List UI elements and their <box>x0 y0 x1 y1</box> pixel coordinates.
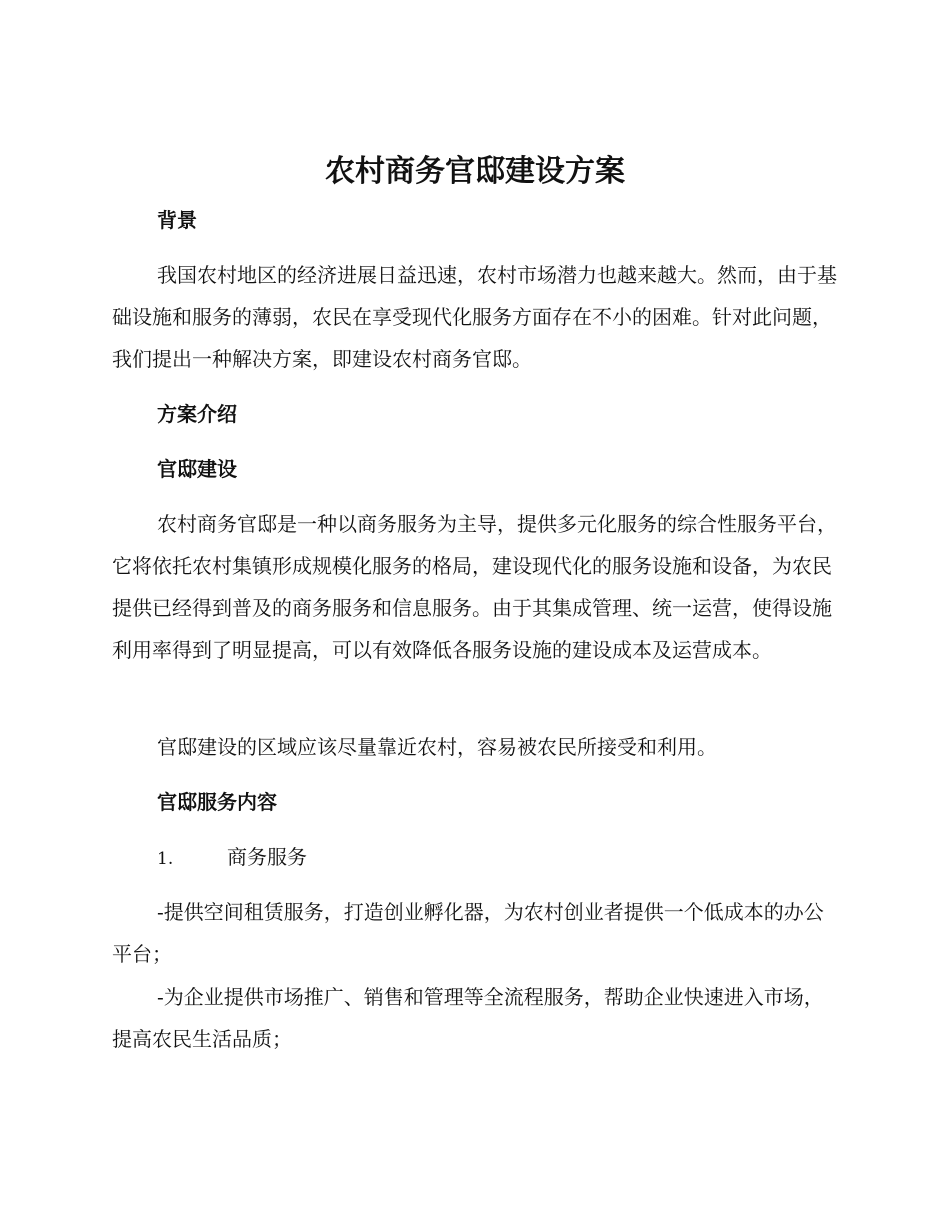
paragraph-construction-2: 官邸建设的区域应该尽量靠近农村，容易被农民所接受和利用。 <box>157 735 717 759</box>
paragraph-background: 我国农村地区的经济进展日益迅速，农村市场潜力也越来越大。然而，由于基础设施和服务的薄弱，农民在享受现代化服务方面存在不小的困难。针对此问题，我们提出一种解决方案，即建设农村商务官邸。 <box>112 263 837 371</box>
paragraph-bullet-1: -提供空间租赁服务，打造创业孵化器，为农村创业者提供一个低成本的办公平台； <box>112 900 824 966</box>
heading-services: 官邸服务内容 <box>157 790 277 814</box>
list-item-business-services <box>157 842 307 874</box>
list-item-label: 商务服务 <box>227 845 307 869</box>
heading-background: 背景 <box>157 208 197 232</box>
heading-construction: 官邸建设 <box>157 457 237 481</box>
list-item-number: 1. <box>157 849 174 869</box>
paragraph-construction-1: 农村商务官邸是一种以商务服务为主导，提供多元化服务的综合性服务平台，它将依托农村集镇形成规模化服务的格局，建设现代化的服务设施和设备，为农民提供已经得到普及的商务服务和信息服务。由于其集成管理、统一运营，使得设施利用率得到了明显提高，可以有效降低各服务设施的建设成本及运营成本。 <box>112 512 837 662</box>
heading-plan: 方案介绍 <box>157 402 237 426</box>
document-title: 农村商务官邸建设方案 <box>325 154 625 189</box>
paragraph-bullet-2: -为企业提供市场推广、销售和管理等全流程服务，帮助企业快速进入市场，提高农民生活品质； <box>112 985 824 1051</box>
